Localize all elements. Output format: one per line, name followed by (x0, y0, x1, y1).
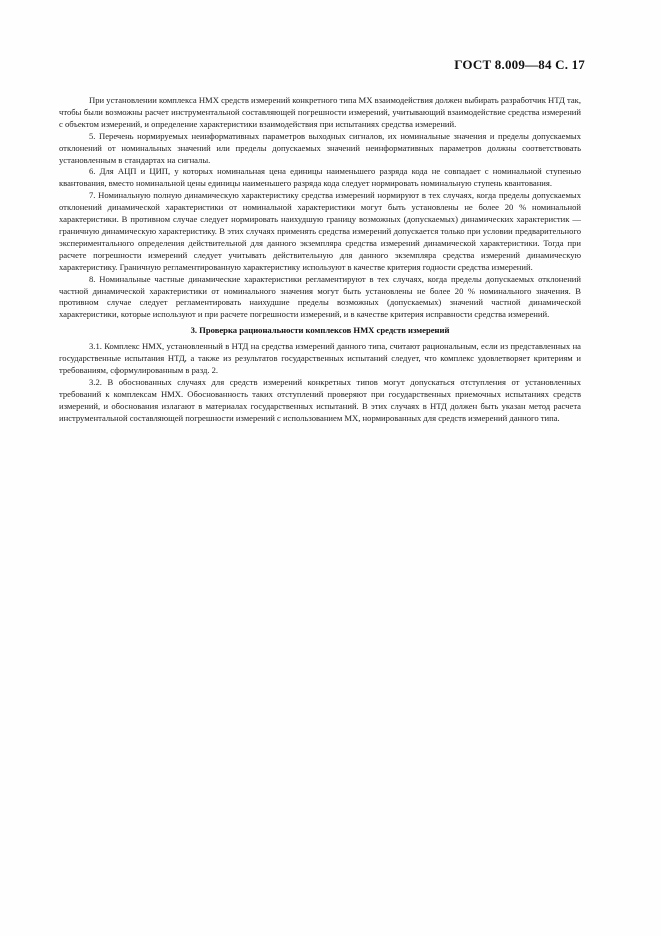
paragraph-6: 6. Для АЦП и ЦИП, у которых номинальная цена единицы наименьшего разряда кода не совпадает с номинальной ступенью квантования, вместо номинальной цены единицы наименьшего разряда кода следует нормировать номинальную ступень квантования. (59, 166, 581, 189)
section-3-title: 3. Проверка рациональности комплексов НМХ средств измерений (190, 325, 450, 336)
paragraph-intro: При установлении комплекса НМХ средств измерений конкретного типа МХ взаимодействия должен выбирать разработчик НТД так, чтобы были возможны расчет инструментальной составляющей погрешности измерений, учитывающий взаимодействие средства измерений с объектом измерений, и определение характеристики взаимодействия при испытаниях средства измерений. (59, 95, 581, 129)
paragraph-8: 8. Номинальные частные динамические характеристики регламентируют в тех случаях, когда пределы допускаемых отклонений частной динамической характеристики от номинального значения могут быть установлены не более 20 % номинального значения. В противном случае следует регламентировать наихудшие пределы возможных (допускаемых) значений частной динамической характеристики, которые используют и при расчете погрешности измерений, и в качестве критерия исправности средства измерений. (59, 273, 581, 320)
paragraph-3-2: 3.2. В обоснованных случаях для средств измерений конкретных типов могут допускаться отступления от установленных требований к комплексам НМХ. Обоснованность таких отступлений проверяют при государственных приемочных испытаниях средств измерений, и обоснования излагают в материалах государственных испытаний. В этих случаях в НТД должен быть указан метод расчета инструментальной составляющей погрешности измерений с использованием МХ, нормированных для средств измерений данного типа. (59, 376, 581, 423)
paragraph-5: 5. Перечень нормируемых неинформативных параметров выходных сигналов, их номинальные значения и пределы допускаемых отклонений от номинальных значений или пределы допускаемых значений неинформативных параметров должны соответствовать установленным в стандартах на сигналы. (59, 130, 581, 165)
paragraph-7: 7. Номинальную полную динамическую характеристику средства измерений нормируют в тех случаях, когда пределы допускаемых отклонений динамической характеристики от номинальной характеристики могут быть установлены не более 20 % номинальной характеристики. В противном случае следует нормировать наихудшую границу возможных (допускаемых) динамических характеристик — граничную динамическую характеристику. В этих случаях применять средства измерений допускается только при условии предварительного экспериментального определения действительной для данного экземпляра средства измерений динамической характеристики. Тогда при расчете погрешности измерений следует учитывать действительную для данного экземпляра средства измерений динамическую характеристику. Граничную регламентированную характеристику используют в качестве критерия годности средства измерений. (59, 190, 581, 272)
document-body (59, 95, 581, 424)
page-header: ГОСТ 8.009—84 С. 17 (454, 57, 585, 72)
paragraph-3-1: 3.1. Комплекс НМХ, установленный в НТД на средства измерений данного типа, считают рациональным, если из представленных на государственные испытания НТД, а также из результатов государственных испытаний следует, что комплекс удовлетворяет критериям и требованиям, сформулированным в разд. 2. (59, 341, 581, 375)
